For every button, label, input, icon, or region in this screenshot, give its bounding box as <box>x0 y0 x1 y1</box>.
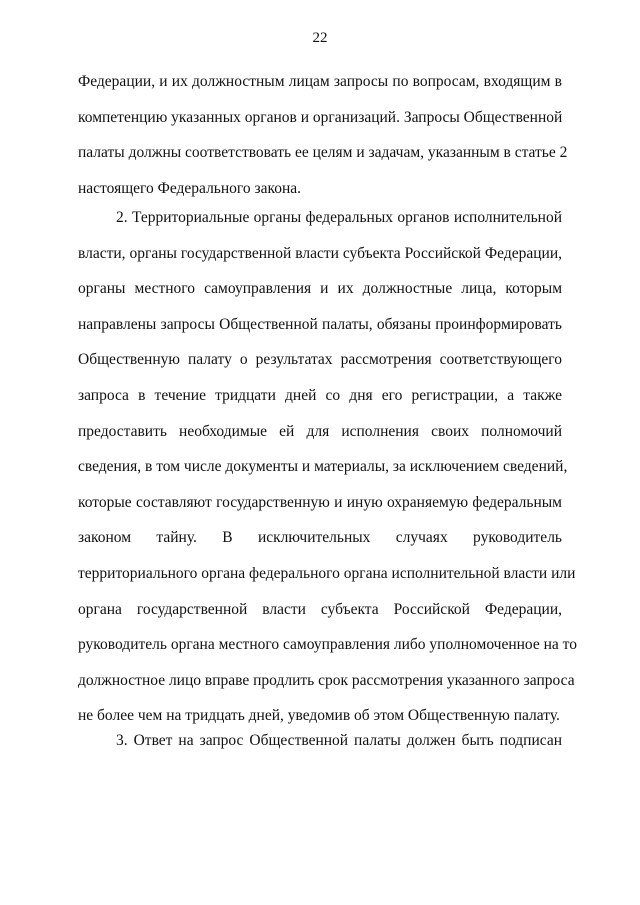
text-line: руководитель органа местного самоуправления либо уполномоченное на то <box>78 636 577 654</box>
text-line: направлены запросы Общественной палаты, обязаны проинформировать <box>78 315 562 333</box>
text-line: палаты должны соответствовать ее целям и задачам, указанным в статье 2 <box>78 144 568 162</box>
paragraph-2 <box>78 200 577 734</box>
text-line: власти, органы государственной власти субъекта Российской Федерации, <box>78 244 562 262</box>
text-line: органы местного самоуправления и их должностные лица, которым <box>78 280 562 298</box>
text-line: предоставить необходимые ей для исполнения своих полномочий <box>78 422 562 440</box>
text-line: законом тайну. В исключительных случаях руководитель <box>78 529 562 547</box>
text-line: Общественную палату о результатах рассмотрения соответствующего <box>78 351 562 369</box>
text-line: сведения, в том числе документы и материалы, за исключением сведений, <box>78 458 568 476</box>
text-line: 2. Территориальные органы федеральных органов исполнительной <box>116 209 562 226</box>
text-line: компетенцию указанных органов и организаций. Запросы Общественной <box>78 108 563 126</box>
text-line: настоящего Федерального закона. <box>78 179 302 197</box>
paragraph-3 <box>78 723 562 759</box>
text-line: должностное лицо вправе продлить срок рассмотрения указанного запроса <box>78 671 575 689</box>
text-line: не более чем на тридцать дней, уведомив об этом Общественную палату. <box>78 707 560 725</box>
paragraph-1 <box>78 64 568 206</box>
text-line: которые составляют государственную и иную охраняемую федеральным <box>78 493 562 511</box>
text-line: 3. Ответ на запрос Общественной палаты должен быть подписан <box>116 732 562 749</box>
text-line: запроса в течение тридцати дней со дня его регистрации, а также <box>78 386 562 404</box>
text-line: территориального органа федерального органа исполнительной власти или <box>78 564 576 582</box>
text-line: Федерации, и их должностным лицам запросы по вопросам, входящим в <box>78 73 562 90</box>
page-number: 22 <box>312 30 328 46</box>
text-line: органа государственной власти субъекта Российской Федерации, <box>78 600 562 618</box>
